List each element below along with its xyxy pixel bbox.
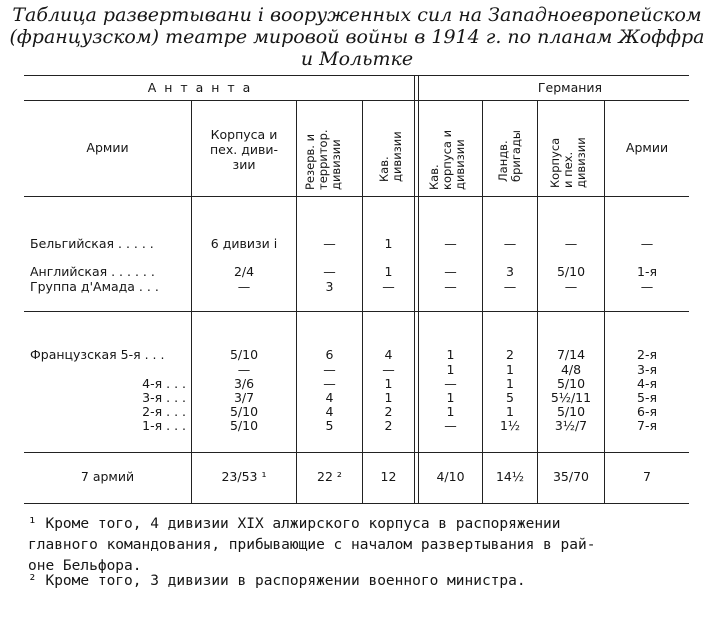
table-row-ki: — xyxy=(564,236,578,251)
table-row-arm: — xyxy=(640,236,654,251)
header-line: Резерв. и xyxy=(303,133,317,190)
table-row-cav: 2 xyxy=(384,404,393,419)
col-sep xyxy=(362,100,363,503)
table-row-reserve: 6 xyxy=(325,347,334,362)
table-row-ki: 5½/11 xyxy=(550,390,592,405)
table-row-lw: — xyxy=(503,236,517,251)
table-row-kk: — xyxy=(444,418,457,433)
rule-group xyxy=(24,100,689,101)
col-sep xyxy=(604,100,605,503)
table-row-arm: 5-я xyxy=(637,390,657,405)
table-row-corps: 5/10 xyxy=(229,347,259,362)
header-line: Корпуса xyxy=(548,137,562,188)
table-row-ki: 5/10 xyxy=(556,264,586,279)
table-row-arm: 6-я xyxy=(637,404,657,419)
table-row-corps: 3/7 xyxy=(233,390,255,405)
table-row-cav: 1 xyxy=(384,264,393,279)
table-row-corps: 5/10 xyxy=(229,404,259,419)
total-row-arm: 7 xyxy=(643,469,651,484)
table-row-lw: 1 xyxy=(506,362,514,377)
footnote-line: оне Бельфора. xyxy=(28,558,142,574)
table-row-arm: — xyxy=(640,279,654,294)
title-line-3: и Мольтке xyxy=(300,48,414,70)
header-line: пех. диви- xyxy=(210,142,278,157)
table-row-kk: — xyxy=(444,236,457,251)
table-row-ki: 5/10 xyxy=(556,376,586,391)
table-row-lw: 1 xyxy=(506,376,514,391)
table-title xyxy=(0,4,714,70)
table-row-reserve: 4 xyxy=(325,390,334,405)
col-sep xyxy=(296,100,297,503)
table-row-corps: 3/6 xyxy=(233,376,255,391)
entente-header: А н т а н т а xyxy=(147,80,253,95)
table-row-reserve: 3 xyxy=(325,279,334,294)
table-row-cav: 1 xyxy=(384,390,393,405)
header-line: зии xyxy=(232,157,256,172)
total-row-reserve: 22 ² xyxy=(317,469,342,484)
table-row-kk: — xyxy=(444,376,457,391)
table-row-arm: 7-я xyxy=(637,418,657,433)
table-row-reserve: 4 xyxy=(325,404,334,419)
table-row-reserve: — xyxy=(323,236,336,251)
header-corps xyxy=(192,127,296,172)
table-row-ki: 4/8 xyxy=(560,362,582,377)
footnote-line: главного командования, прибывающие с началом развертывания в рай- xyxy=(28,537,596,553)
table-row-ki: 7/14 xyxy=(556,347,586,362)
table-row-cav: 1 xyxy=(384,236,393,251)
header-armies-right: Армии xyxy=(625,140,669,155)
header-reserve xyxy=(304,129,343,190)
header-line: бригады xyxy=(509,130,523,182)
rule-top xyxy=(24,75,689,76)
footnote-1 xyxy=(28,514,595,577)
rule-mid xyxy=(24,311,689,312)
col-sep-double xyxy=(414,75,415,503)
table-row-reserve: — xyxy=(323,376,336,391)
table-row-arm: 2-я xyxy=(637,347,657,362)
table-row-label: Французская 5-я . . . xyxy=(30,347,165,362)
germany-header: Германия xyxy=(537,80,603,95)
table-row-reserve: 5 xyxy=(325,418,334,433)
table-row-lw: — xyxy=(503,279,517,294)
header-line: дивизии xyxy=(329,139,343,190)
col-sep xyxy=(482,100,483,503)
table-row-corps: — xyxy=(237,279,251,294)
table-row-label: Бельгийская . . . . . xyxy=(30,236,154,251)
header-landwehr xyxy=(497,130,523,182)
header-cav xyxy=(378,131,404,182)
table-row-arm: 3-я xyxy=(637,362,657,377)
header-line: Корпуса и xyxy=(210,127,278,142)
title-line-1: Таблица развертывани і вооруженных сил на Западноевропейском xyxy=(12,4,702,26)
table-row-label: Английская . . . . . . xyxy=(30,264,155,279)
table-row-corps: — xyxy=(237,362,251,377)
table-row-lw: 3 xyxy=(506,264,514,279)
table-row-cav: 2 xyxy=(384,418,393,433)
header-corps-inf xyxy=(549,137,588,188)
table-row-kk: 1 xyxy=(446,362,455,377)
header-line: дивизии xyxy=(574,137,588,188)
table-row-label: Группа д'Амада . . . xyxy=(30,279,159,294)
footnote-line: ¹ Кроме того, 4 дивизии XIX алжирского корпуса в распоряжении xyxy=(28,516,561,532)
header-line: и пех. xyxy=(561,151,575,188)
table-row-kk: 1 xyxy=(446,404,455,419)
total-row-corps: 23/53 ¹ xyxy=(221,469,267,484)
total-row-kk: 4/10 xyxy=(436,469,465,484)
table-row-lw: 1½ xyxy=(499,418,521,433)
table-row-ki: — xyxy=(564,279,578,294)
table-row-label: 2-я . . . xyxy=(142,404,186,419)
table-row-lw: 2 xyxy=(506,347,514,362)
table-row-ki: 5/10 xyxy=(556,404,586,419)
footnote-2: ² Кроме того, 3 дивизии в распоряжении военного министра. xyxy=(28,573,526,589)
table-row-corps: 5/10 xyxy=(229,418,259,433)
rule-total xyxy=(24,452,689,453)
table-row-label: 1-я . . . xyxy=(142,418,186,433)
header-cav-corps xyxy=(428,130,467,190)
rule-bottom xyxy=(24,503,689,504)
header-line: дивизии xyxy=(390,131,404,182)
header-armies-left: Армии xyxy=(86,140,129,155)
header-line: корпуса и xyxy=(440,129,454,190)
total-row-cav: 12 xyxy=(380,469,397,484)
table-row-cav: 1 xyxy=(384,376,393,391)
table-row-kk: 1 xyxy=(446,347,455,362)
table-row-cav: — xyxy=(382,362,395,377)
total-row-ki: 35/70 xyxy=(552,469,590,484)
table-row-reserve: — xyxy=(323,362,336,377)
header-line: Кав. xyxy=(427,164,441,190)
table-row-cav: — xyxy=(382,279,395,294)
table-row-cav: 4 xyxy=(384,347,393,362)
header-line: Ландв. xyxy=(496,140,510,182)
table-row-label: 3-я . . . xyxy=(142,390,186,405)
table-row-kk: — xyxy=(444,279,457,294)
table-row-ki: 3½/7 xyxy=(554,418,588,433)
table-row-arm: 4-я xyxy=(637,376,657,391)
total-row-label: 7 армий xyxy=(80,469,135,484)
rule-header xyxy=(24,196,689,197)
table-row-arm: 1-я xyxy=(637,264,657,279)
title-line-2: (французском) театре мировой войны в 1914 г. по планам Жоффра xyxy=(9,26,705,48)
header-line: Кав. xyxy=(377,156,391,182)
table-row-kk: 1 xyxy=(446,390,455,405)
table-row-lw: 1 xyxy=(506,404,514,419)
col-sep xyxy=(537,100,538,503)
table-row-label: 4-я . . . xyxy=(142,376,186,391)
table-row-corps: 2/4 xyxy=(233,264,255,279)
table-row-lw: 5 xyxy=(506,390,514,405)
table-row-reserve: — xyxy=(323,264,336,279)
table-row-kk: — xyxy=(444,264,457,279)
total-row-lw: 14½ xyxy=(495,469,525,484)
header-line: дивизии xyxy=(453,139,467,190)
table-row-corps: 6 дивизи і xyxy=(210,236,278,251)
header-line: территор. xyxy=(316,129,330,190)
